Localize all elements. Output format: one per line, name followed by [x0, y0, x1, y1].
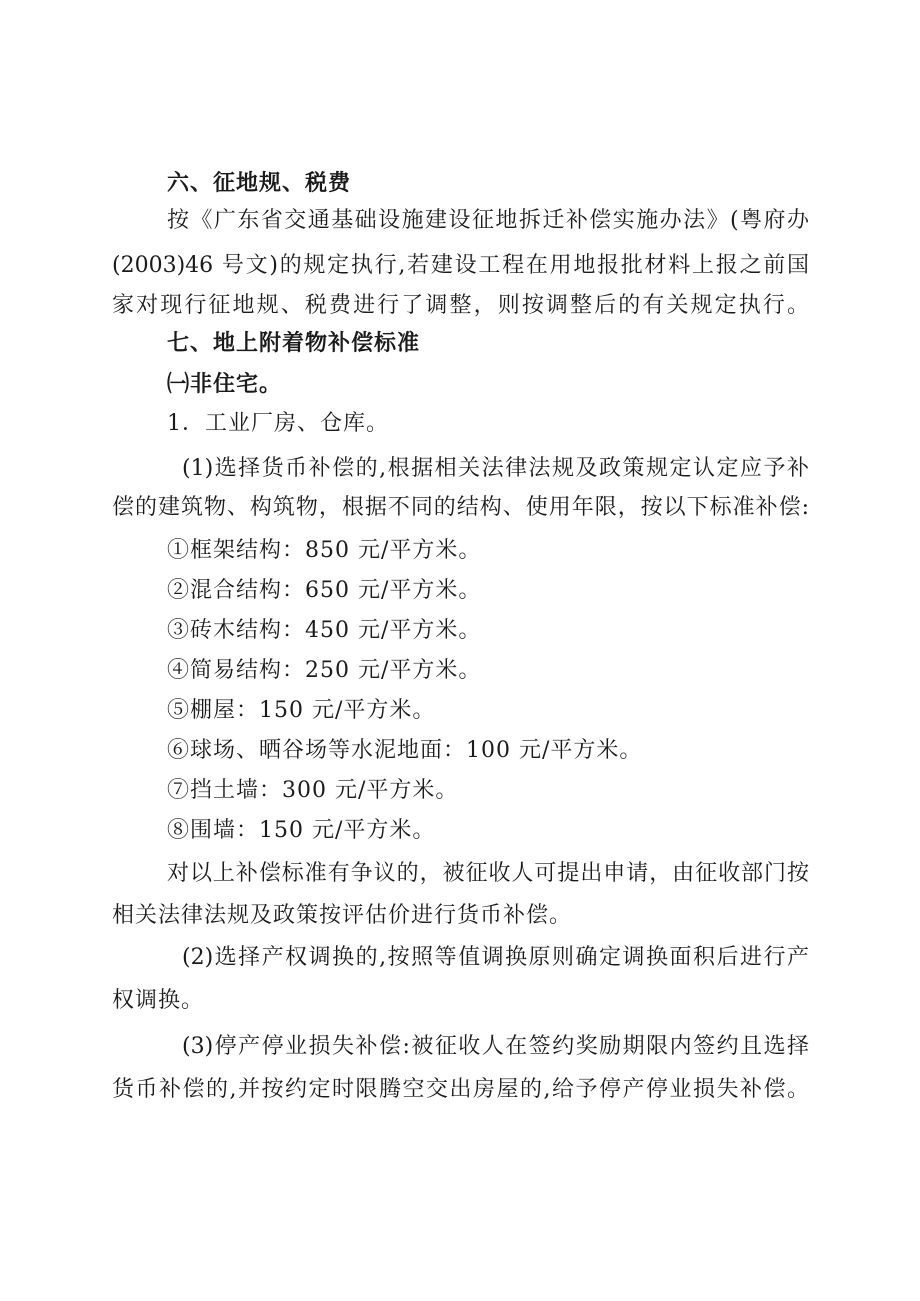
section-6-paragraph-line-2: (2003)46 号文)的规定执行,若建设工程在用地报批材料上报之前国 — [112, 253, 809, 278]
subsection-1-heading: ㈠非住宅。 — [167, 372, 283, 397]
paragraph-1-2-line-1: (2)选择产权调换的,按照等值调换原则确定调换面积后进行产 — [182, 945, 809, 970]
dispute-paragraph-line-1: 对以上补偿标准有争议的，被征收人可提出申请，由征收部门按 — [167, 861, 809, 886]
paragraph-1-2-line-2: 权调换。 — [112, 988, 205, 1013]
list-item: ③砖木结构：450 元/平方米。 — [167, 618, 482, 643]
dispute-paragraph-line-2: 相关法律法规及政策按评估价进行货币补偿。 — [112, 903, 573, 928]
paragraph-1-1-line-1: (1)选择货币补偿的,根据相关法律法规及政策规定认定应予补 — [182, 456, 809, 481]
paragraph-1-1-line-2: 偿的建筑物、构筑物，根据不同的结构、使用年限，按以下标准补偿: — [112, 495, 809, 520]
list-item: ⑤棚屋：150 元/平方米。 — [167, 698, 436, 723]
list-item: ④简易结构：250 元/平方米。 — [167, 658, 482, 683]
list-item: ⑧围墙：150 元/平方米。 — [167, 818, 436, 843]
list-item: ①框架结构：850 元/平方米。 — [167, 538, 482, 563]
section-7-heading: 七、地上附着物补偿标准 — [167, 331, 421, 356]
paragraph-1-3-line-2: 货币补偿的,并按约定时限腾空交出房屋的,给予停产停业损失补偿。 — [112, 1077, 809, 1102]
section-6-heading: 六、征地规、税费 — [167, 171, 352, 196]
item-1-heading: 1．工业厂房、仓库。 — [167, 411, 389, 436]
list-item: ⑦挡土墙：300 元/平方米。 — [167, 778, 459, 803]
list-item: ⑥球场、晒谷场等水泥地面：100 元/平方米。 — [167, 738, 643, 763]
section-6-paragraph-line-3: 家对现行征地规、税费进行了调整，则按调整后的有关规定执行。 — [112, 293, 809, 318]
section-6-paragraph-line-1: 按《广东省交通基础设施建设征地拆迁补偿实施办法》(粤府办 — [167, 208, 809, 233]
paragraph-1-3-line-1: (3)停产停业损失补偿:被征收人在签约奖励期限内签约且选择 — [182, 1034, 809, 1059]
list-item: ②混合结构：650 元/平方米。 — [167, 578, 482, 603]
